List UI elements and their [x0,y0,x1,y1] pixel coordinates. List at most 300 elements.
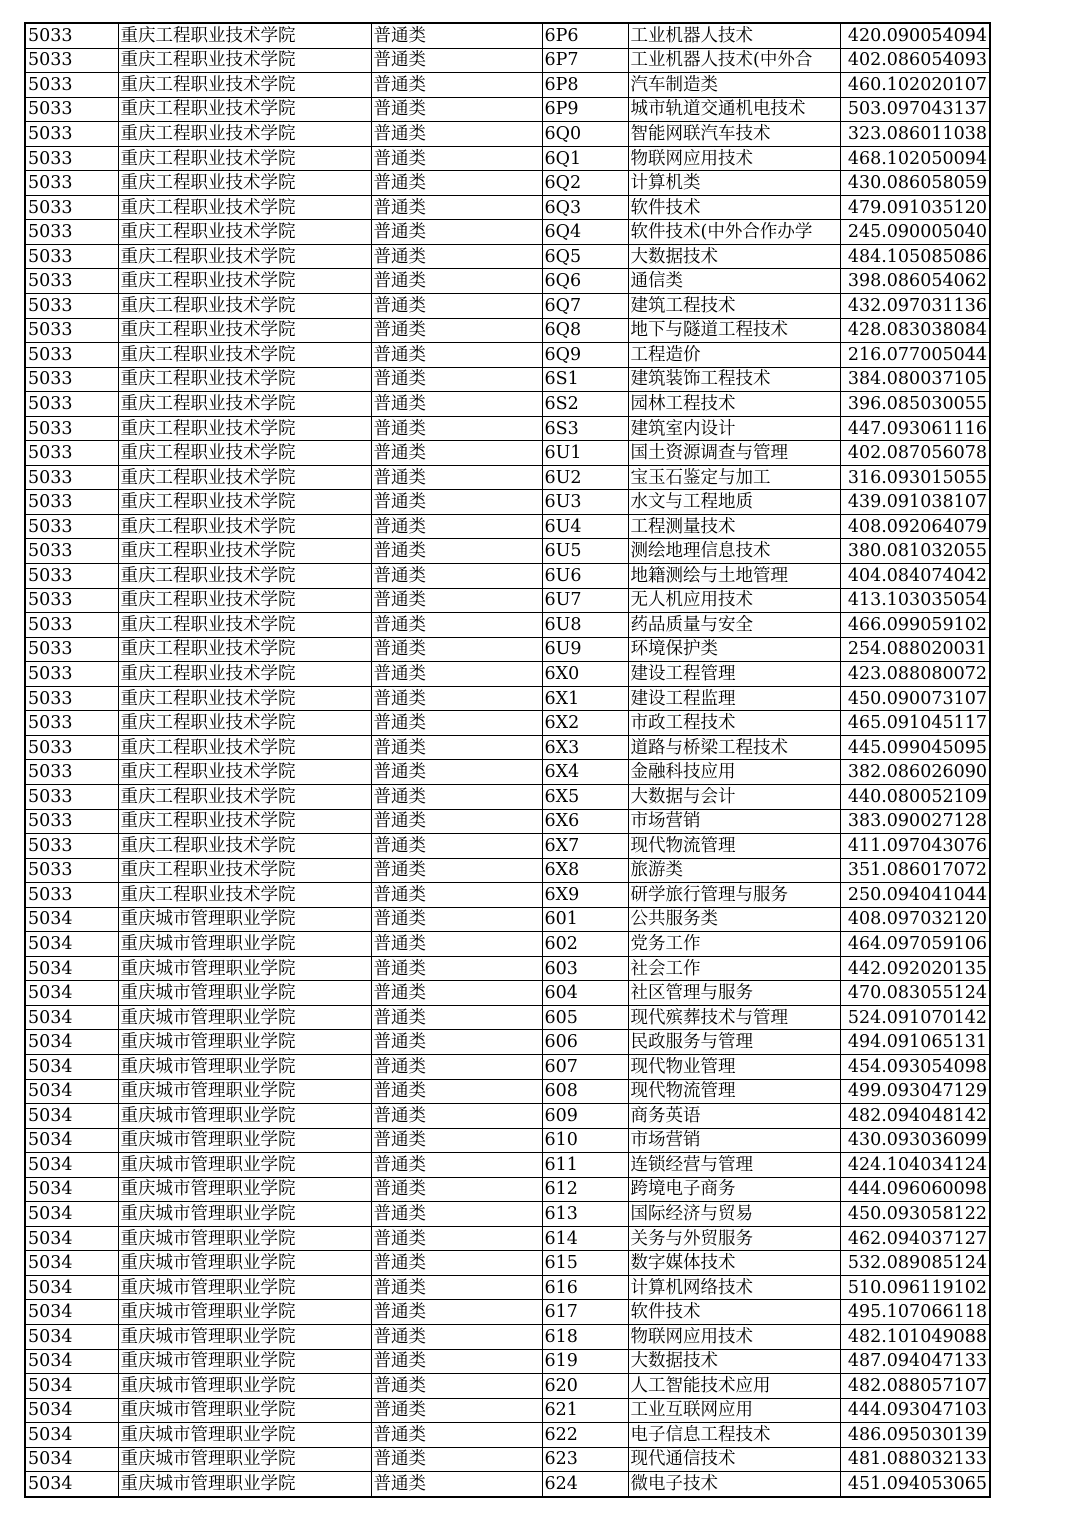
major-name-cell: 人工智能技术应用 [628,1374,840,1399]
table-row [25,711,990,736]
category-cell: 普通类 [371,392,542,417]
score-cell: 408.092064079 [840,514,990,539]
table-row [25,662,990,687]
major-code-cell: 6S3 [542,416,628,441]
major-code-cell: 6U8 [542,613,628,638]
category-cell: 普通类 [371,465,542,490]
school-code-cell: 5034 [25,981,118,1006]
table-row [25,294,990,319]
category-cell: 普通类 [371,490,542,515]
table-row [25,637,990,662]
table-row [25,23,990,48]
major-name-cell: 微电子技术 [628,1472,840,1497]
category-cell: 普通类 [371,539,542,564]
category-cell: 普通类 [371,1251,542,1276]
major-code-cell: 6P7 [542,48,628,73]
score-cell: 450.093058122 [840,1202,990,1227]
score-cell: 486.095030139 [840,1423,990,1448]
major-name-cell: 大数据技术 [628,244,840,269]
school-code-cell: 5033 [25,588,118,613]
school-code-cell: 5033 [25,637,118,662]
major-code-cell: 6U6 [542,564,628,589]
school-name-cell: 重庆工程职业技术学院 [118,883,371,908]
school-name-cell: 重庆城市管理职业学院 [118,1300,371,1325]
score-cell: 430.086058059 [840,171,990,196]
school-name-cell: 重庆工程职业技术学院 [118,711,371,736]
major-name-cell: 水文与工程地质 [628,490,840,515]
table-row [25,244,990,269]
score-cell: 396.085030055 [840,392,990,417]
major-name-cell: 党务工作 [628,932,840,957]
school-name-cell: 重庆城市管理职业学院 [118,1104,371,1129]
major-name-cell: 环境保护类 [628,637,840,662]
school-code-cell: 5033 [25,122,118,147]
major-name-cell: 汽车制造类 [628,73,840,98]
score-cell: 442.092020135 [840,956,990,981]
major-name-cell: 地下与隧道工程技术 [628,318,840,343]
score-cell: 323.086011038 [840,122,990,147]
school-name-cell: 重庆工程职业技术学院 [118,269,371,294]
category-cell: 普通类 [371,1349,542,1374]
major-code-cell: 6Q4 [542,220,628,245]
major-code-cell: 6U9 [542,637,628,662]
major-code-cell: 601 [542,907,628,932]
school-code-cell: 5033 [25,613,118,638]
school-name-cell: 重庆工程职业技术学院 [118,97,371,122]
score-cell: 503.097043137 [840,97,990,122]
major-code-cell: 621 [542,1398,628,1423]
category-cell: 普通类 [371,1423,542,1448]
school-name-cell: 重庆城市管理职业学院 [118,1423,371,1448]
table-row [25,171,990,196]
school-name-cell: 重庆城市管理职业学院 [118,1005,371,1030]
score-cell: 487.094047133 [840,1349,990,1374]
major-code-cell: 603 [542,956,628,981]
school-name-cell: 重庆城市管理职业学院 [118,1398,371,1423]
category-cell: 普通类 [371,637,542,662]
table-row [25,1251,990,1276]
school-code-cell: 5034 [25,1447,118,1472]
score-cell: 408.097032120 [840,907,990,932]
category-cell: 普通类 [371,1472,542,1497]
category-cell: 普通类 [371,907,542,932]
category-cell: 普通类 [371,686,542,711]
school-code-cell: 5034 [25,1005,118,1030]
major-name-cell: 民政服务与管理 [628,1030,840,1055]
school-name-cell: 重庆城市管理职业学院 [118,1128,371,1153]
school-name-cell: 重庆城市管理职业学院 [118,1153,371,1178]
score-cell: 439.091038107 [840,490,990,515]
table-row [25,146,990,171]
school-name-cell: 重庆工程职业技术学院 [118,416,371,441]
school-code-cell: 5033 [25,858,118,883]
school-code-cell: 5033 [25,662,118,687]
school-code-cell: 5033 [25,564,118,589]
school-name-cell: 重庆工程职业技术学院 [118,760,371,785]
school-name-cell: 重庆城市管理职业学院 [118,1226,371,1251]
category-cell: 普通类 [371,784,542,809]
school-name-cell: 重庆工程职业技术学院 [118,637,371,662]
school-code-cell: 5033 [25,171,118,196]
school-name-cell: 重庆城市管理职业学院 [118,907,371,932]
school-name-cell: 重庆城市管理职业学院 [118,1177,371,1202]
major-code-cell: 6Q3 [542,195,628,220]
score-cell: 447.093061116 [840,416,990,441]
school-name-cell: 重庆工程职业技术学院 [118,613,371,638]
school-name-cell: 重庆工程职业技术学院 [118,122,371,147]
school-code-cell: 5034 [25,1030,118,1055]
table-row [25,1005,990,1030]
table-row [25,1153,990,1178]
major-name-cell: 现代通信技术 [628,1447,840,1472]
school-code-cell: 5033 [25,883,118,908]
major-name-cell: 智能网联汽车技术 [628,122,840,147]
table-row [25,73,990,98]
table-row [25,97,990,122]
major-name-cell: 大数据技术 [628,1349,840,1374]
score-cell: 423.088080072 [840,662,990,687]
score-cell: 216.077005044 [840,343,990,368]
major-code-cell: 615 [542,1251,628,1276]
table-row [25,318,990,343]
score-cell: 428.083038084 [840,318,990,343]
school-name-cell: 重庆工程职业技术学院 [118,564,371,589]
major-code-cell: 606 [542,1030,628,1055]
school-name-cell: 重庆工程职业技术学院 [118,244,371,269]
table-row [25,195,990,220]
table-row [25,1398,990,1423]
school-code-cell: 5033 [25,343,118,368]
category-cell: 普通类 [371,122,542,147]
major-name-cell: 计算机类 [628,171,840,196]
score-cell: 454.093054098 [840,1054,990,1079]
table-row [25,539,990,564]
category-cell: 普通类 [371,1005,542,1030]
major-code-cell: 6X1 [542,686,628,711]
score-cell: 479.091035120 [840,195,990,220]
school-code-cell: 5034 [25,1423,118,1448]
school-code-cell: 5034 [25,1324,118,1349]
school-name-cell: 重庆城市管理职业学院 [118,1030,371,1055]
school-code-cell: 5034 [25,1275,118,1300]
school-code-cell: 5034 [25,1374,118,1399]
category-cell: 普通类 [371,416,542,441]
major-name-cell: 电子信息工程技术 [628,1423,840,1448]
major-code-cell: 6P9 [542,97,628,122]
school-code-cell: 5034 [25,1104,118,1129]
score-cell: 430.093036099 [840,1128,990,1153]
category-cell: 普通类 [371,1079,542,1104]
table-row [25,1472,990,1497]
category-cell: 普通类 [371,23,542,48]
major-code-cell: 6X6 [542,809,628,834]
major-code-cell: 6Q1 [542,146,628,171]
major-name-cell: 关务与外贸服务 [628,1226,840,1251]
table-row [25,441,990,466]
school-code-cell: 5033 [25,784,118,809]
table-row [25,564,990,589]
table-row [25,490,990,515]
table-row [25,48,990,73]
major-code-cell: 6X0 [542,662,628,687]
school-name-cell: 重庆工程职业技术学院 [118,858,371,883]
category-cell: 普通类 [371,760,542,785]
school-name-cell: 重庆工程职业技术学院 [118,662,371,687]
major-code-cell: 618 [542,1324,628,1349]
table-row [25,1104,990,1129]
school-name-cell: 重庆工程职业技术学院 [118,539,371,564]
category-cell: 普通类 [371,1202,542,1227]
category-cell: 普通类 [371,613,542,638]
school-code-cell: 5034 [25,1153,118,1178]
category-cell: 普通类 [371,171,542,196]
major-name-cell: 金融科技应用 [628,760,840,785]
table-row [25,932,990,957]
table-row [25,858,990,883]
category-cell: 普通类 [371,146,542,171]
category-cell: 普通类 [371,1054,542,1079]
score-cell: 494.091065131 [840,1030,990,1055]
score-cell: 440.080052109 [840,784,990,809]
table-row [25,907,990,932]
school-code-cell: 5033 [25,244,118,269]
score-cell: 450.090073107 [840,686,990,711]
school-name-cell: 重庆工程职业技术学院 [118,195,371,220]
major-name-cell: 城市轨道交通机电技术 [628,97,840,122]
score-cell: 420.090054094 [840,23,990,48]
major-name-cell: 通信类 [628,269,840,294]
score-cell: 382.086026090 [840,760,990,785]
major-code-cell: 6S1 [542,367,628,392]
score-cell: 499.093047129 [840,1079,990,1104]
school-name-cell: 重庆工程职业技术学院 [118,48,371,73]
school-code-cell: 5033 [25,539,118,564]
major-name-cell: 现代物流管理 [628,1079,840,1104]
major-code-cell: 612 [542,1177,628,1202]
table-row [25,686,990,711]
school-name-cell: 重庆城市管理职业学院 [118,1251,371,1276]
table-row [25,392,990,417]
major-name-cell: 建设工程监理 [628,686,840,711]
major-code-cell: 6X9 [542,883,628,908]
major-code-cell: 617 [542,1300,628,1325]
score-cell: 384.080037105 [840,367,990,392]
school-name-cell: 重庆工程职业技术学院 [118,220,371,245]
score-cell: 470.083055124 [840,981,990,1006]
table-row [25,809,990,834]
score-cell: 316.093015055 [840,465,990,490]
school-code-cell: 5033 [25,195,118,220]
table-row [25,784,990,809]
category-cell: 普通类 [371,1153,542,1178]
category-cell: 普通类 [371,269,542,294]
major-code-cell: 6X7 [542,834,628,859]
table-row [25,1030,990,1055]
school-name-cell: 重庆城市管理职业学院 [118,1374,371,1399]
school-name-cell: 重庆工程职业技术学院 [118,343,371,368]
category-cell: 普通类 [371,1300,542,1325]
score-cell: 524.091070142 [840,1005,990,1030]
category-cell: 普通类 [371,858,542,883]
table-row [25,1349,990,1374]
category-cell: 普通类 [371,1447,542,1472]
school-code-cell: 5034 [25,1226,118,1251]
major-code-cell: 613 [542,1202,628,1227]
category-cell: 普通类 [371,981,542,1006]
category-cell: 普通类 [371,441,542,466]
table-row [25,1275,990,1300]
table-row [25,269,990,294]
category-cell: 普通类 [371,1030,542,1055]
major-code-cell: 602 [542,932,628,957]
major-name-cell: 软件技术(中外合作办学 [628,220,840,245]
school-code-cell: 5033 [25,294,118,319]
school-code-cell: 5033 [25,441,118,466]
score-cell: 465.091045117 [840,711,990,736]
category-cell: 普通类 [371,564,542,589]
category-cell: 普通类 [371,367,542,392]
major-code-cell: 6Q6 [542,269,628,294]
school-name-cell: 重庆城市管理职业学院 [118,1079,371,1104]
category-cell: 普通类 [371,48,542,73]
major-code-cell: 6P8 [542,73,628,98]
admission-score-table [24,22,991,1498]
school-code-cell: 5033 [25,73,118,98]
school-code-cell: 5033 [25,23,118,48]
score-cell: 383.090027128 [840,809,990,834]
major-name-cell: 社会工作 [628,956,840,981]
category-cell: 普通类 [371,834,542,859]
score-cell: 413.103035054 [840,588,990,613]
category-cell: 普通类 [371,220,542,245]
school-code-cell: 5033 [25,514,118,539]
table-row [25,343,990,368]
major-code-cell: 6U7 [542,588,628,613]
school-name-cell: 重庆工程职业技术学院 [118,686,371,711]
category-cell: 普通类 [371,514,542,539]
school-code-cell: 5033 [25,686,118,711]
major-code-cell: 6Q5 [542,244,628,269]
table-row [25,735,990,760]
table-row [25,1202,990,1227]
category-cell: 普通类 [371,318,542,343]
school-name-cell: 重庆工程职业技术学院 [118,441,371,466]
score-cell: 432.097031136 [840,294,990,319]
major-name-cell: 国土资源调查与管理 [628,441,840,466]
school-code-cell: 5033 [25,834,118,859]
school-code-cell: 5034 [25,1128,118,1153]
score-cell: 532.089085124 [840,1251,990,1276]
school-code-cell: 5033 [25,48,118,73]
major-code-cell: 605 [542,1005,628,1030]
category-cell: 普通类 [371,294,542,319]
score-cell: 250.094041044 [840,883,990,908]
school-name-cell: 重庆城市管理职业学院 [118,932,371,957]
major-code-cell: 6U2 [542,465,628,490]
school-code-cell: 5033 [25,220,118,245]
major-name-cell: 宝玉石鉴定与加工 [628,465,840,490]
school-name-cell: 重庆工程职业技术学院 [118,588,371,613]
score-cell: 444.093047103 [840,1398,990,1423]
major-name-cell: 建筑装饰工程技术 [628,367,840,392]
table-row [25,883,990,908]
major-code-cell: 6Q0 [542,122,628,147]
category-cell: 普通类 [371,932,542,957]
school-name-cell: 重庆工程职业技术学院 [118,294,371,319]
major-code-cell: 6X2 [542,711,628,736]
category-cell: 普通类 [371,1104,542,1129]
major-name-cell: 测绘地理信息技术 [628,539,840,564]
score-cell: 482.088057107 [840,1374,990,1399]
major-name-cell: 工业机器人技术(中外合 [628,48,840,73]
category-cell: 普通类 [371,711,542,736]
school-code-cell: 5033 [25,97,118,122]
school-name-cell: 重庆工程职业技术学院 [118,465,371,490]
school-name-cell: 重庆工程职业技术学院 [118,392,371,417]
school-code-cell: 5034 [25,1398,118,1423]
school-code-cell: 5034 [25,1054,118,1079]
major-code-cell: 6U1 [542,441,628,466]
major-name-cell: 社区管理与服务 [628,981,840,1006]
score-cell: 482.094048142 [840,1104,990,1129]
major-name-cell: 连锁经营与管理 [628,1153,840,1178]
score-cell: 481.088032133 [840,1447,990,1472]
category-cell: 普通类 [371,1128,542,1153]
major-name-cell: 研学旅行管理与服务 [628,883,840,908]
category-cell: 普通类 [371,1398,542,1423]
score-cell: 398.086054062 [840,269,990,294]
major-name-cell: 工业互联网应用 [628,1398,840,1423]
major-name-cell: 公共服务类 [628,907,840,932]
school-code-cell: 5034 [25,1472,118,1497]
category-cell: 普通类 [371,735,542,760]
major-code-cell: 6U3 [542,490,628,515]
category-cell: 普通类 [371,1374,542,1399]
score-cell: 484.105085086 [840,244,990,269]
school-name-cell: 重庆工程职业技术学院 [118,73,371,98]
table-body [25,23,990,1497]
major-code-cell: 610 [542,1128,628,1153]
category-cell: 普通类 [371,956,542,981]
major-name-cell: 数字媒体技术 [628,1251,840,1276]
school-code-cell: 5034 [25,1300,118,1325]
school-name-cell: 重庆工程职业技术学院 [118,23,371,48]
table-row [25,760,990,785]
school-name-cell: 重庆城市管理职业学院 [118,1324,371,1349]
table-row [25,220,990,245]
school-code-cell: 5033 [25,416,118,441]
major-name-cell: 工业机器人技术 [628,23,840,48]
school-name-cell: 重庆工程职业技术学院 [118,367,371,392]
school-name-cell: 重庆城市管理职业学院 [118,1202,371,1227]
school-name-cell: 重庆城市管理职业学院 [118,1447,371,1472]
school-code-cell: 5034 [25,1349,118,1374]
score-cell: 424.104034124 [840,1153,990,1178]
major-code-cell: 614 [542,1226,628,1251]
category-cell: 普通类 [371,1324,542,1349]
school-code-cell: 5033 [25,465,118,490]
major-name-cell: 计算机网络技术 [628,1275,840,1300]
table-row [25,367,990,392]
category-cell: 普通类 [371,97,542,122]
major-code-cell: 607 [542,1054,628,1079]
school-code-cell: 5033 [25,392,118,417]
table-row [25,1374,990,1399]
table-row [25,1324,990,1349]
major-code-cell: 619 [542,1349,628,1374]
table-row [25,514,990,539]
score-cell: 462.094037127 [840,1226,990,1251]
